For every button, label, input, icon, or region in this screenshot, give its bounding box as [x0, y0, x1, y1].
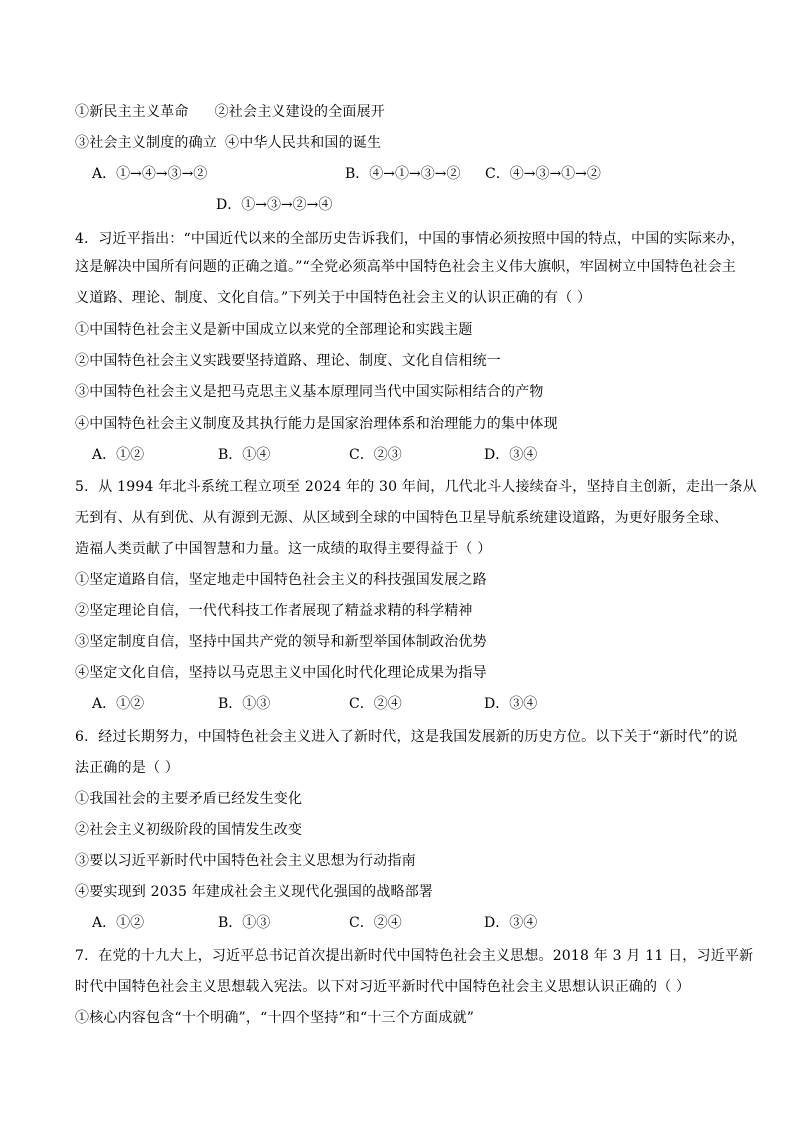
q4-choice-d[interactable]: D．③④	[484, 447, 538, 463]
q4-choice-c[interactable]: C．②③	[349, 447, 402, 463]
q5-stem-line-1: 5．从 1994 年北斗系统工程立项至 2024 年的 30 年间，几代北斗人接续奋斗，坚持自主创新，走出一条从	[75, 479, 757, 495]
q6-item-4: ④要实现到 2035 年建成社会主义现代化强国的战略部署	[75, 884, 434, 900]
q5-choices	[92, 694, 732, 714]
q3-items-row-1	[75, 102, 725, 122]
q4-choice-b[interactable]: B．①④	[218, 447, 271, 463]
q6-choice-c[interactable]: C．②④	[349, 915, 402, 931]
q4-choice-a[interactable]: A．①②	[92, 447, 145, 463]
q4-item-3: ③中国特色社会主义是把马克思主义基本原理同当代中国实际相结合的产物	[75, 384, 544, 400]
q7-stem-line-2: 时代中国特色社会主义思想载入宪法。以下对习近平新时代中国特色社会主义思想认识正确的（ ）	[75, 979, 691, 995]
q3-item-2: ②社会主义建设的全面展开	[214, 104, 386, 120]
q5-choice-c[interactable]: C．②④	[349, 696, 402, 712]
q6-item-1: ①我国社会的主要矛盾已经发生变化	[75, 791, 303, 807]
q5-choice-b[interactable]: B．①③	[218, 696, 271, 712]
q7-stem-line-1: 7．在党的十九大上，习近平总书记首次提出新时代中国特色社会主义思想。2018 年 3 月 11 日，习近平新	[75, 948, 754, 964]
q3-choice-d[interactable]: D．①→③→②→④	[216, 197, 333, 213]
q6-item-3: ③要以习近平新时代中国特色社会主义思想为行动指南	[75, 853, 416, 869]
q3-choice-a[interactable]: A．①→④→③→②	[92, 166, 208, 182]
q6-item-2: ②社会主义初级阶段的国情发生改变	[75, 822, 303, 838]
q5-choice-a[interactable]: A．①②	[92, 696, 145, 712]
q6-choices	[92, 913, 732, 933]
q3-choice-b[interactable]: B．④→①→③→②	[345, 166, 461, 182]
q6-choice-d[interactable]: D．③④	[484, 915, 538, 931]
q5-stem-line-3: 造福人类贡献了中国智慧和力量。这一成绩的取得主要得益于（ ）	[75, 541, 492, 557]
q4-choices	[92, 445, 732, 465]
q6-stem-line-2: 法正确的是（ ）	[75, 760, 180, 776]
q3-choices-row-2	[92, 195, 732, 215]
q5-item-3: ③坚定制度自信，坚持中国共产党的领导和新型举国体制政治优势	[75, 634, 487, 650]
q5-stem-line-2: 无到有、从有到优、从有源到无源、从区域到全球的中国特色卫星导航系统建设道路，为更好服务全球、	[75, 510, 729, 526]
q5-item-4: ④坚定文化自信，坚持以马克思主义中国化时代化理论成果为指导	[75, 665, 487, 681]
q4-stem-line-2: 这是解决中国所有问题的正确之道。”“全党必须高举中国特色社会主义伟大旗帜，牢固树立中国特色社会主	[75, 259, 736, 275]
q3-item-4: ④中华人民共和国的诞生	[225, 135, 382, 151]
q5-choice-d[interactable]: D．③④	[484, 696, 538, 712]
q4-item-1: ①中国特色社会主义是新中国成立以来党的全部理论和实践主题	[75, 322, 473, 338]
q3-items-row-2	[75, 133, 725, 153]
q6-choice-a[interactable]: A．①②	[92, 915, 145, 931]
q4-stem-line-1: 4．习近平指出：“中国近代以来的全部历史告诉我们，中国的事情必须按照中国的特点，中国的实际来办，	[75, 231, 745, 247]
q3-choice-c[interactable]: C．④→③→①→②	[485, 166, 601, 182]
q3-item-3: ③社会主义制度的确立	[75, 135, 217, 151]
q3-choices-row-1	[92, 164, 732, 184]
q5-item-1: ①坚定道路自信，坚定地走中国特色社会主义的科技强国发展之路	[75, 572, 487, 588]
q4-stem-line-3: 义道路、理论、制度、文化自信。”下列关于中国特色社会主义的认识正确的有（ ）	[75, 290, 592, 306]
q4-item-4: ④中国特色社会主义制度及其执行能力是国家治理体系和治理能力的集中体现	[75, 416, 558, 432]
q4-item-2: ②中国特色社会主义实践要坚持道路、理论、制度、文化自信相统一	[75, 353, 501, 369]
q3-item-1: ①新民主主义革命	[75, 104, 189, 120]
q6-choice-b[interactable]: B．①③	[218, 915, 271, 931]
q6-stem-line-1: 6．经过长期努力，中国特色社会主义进入了新时代，这是我国发展新的历史方位。以下关于“新时代”的说	[75, 729, 738, 745]
q7-item-1: ①核心内容包含“十个明确”，“十四个坚持”和“十三个方面成就”	[75, 1010, 475, 1026]
q5-item-2: ②坚定理论自信，一代代科技工作者展现了精益求精的科学精神	[75, 603, 473, 619]
